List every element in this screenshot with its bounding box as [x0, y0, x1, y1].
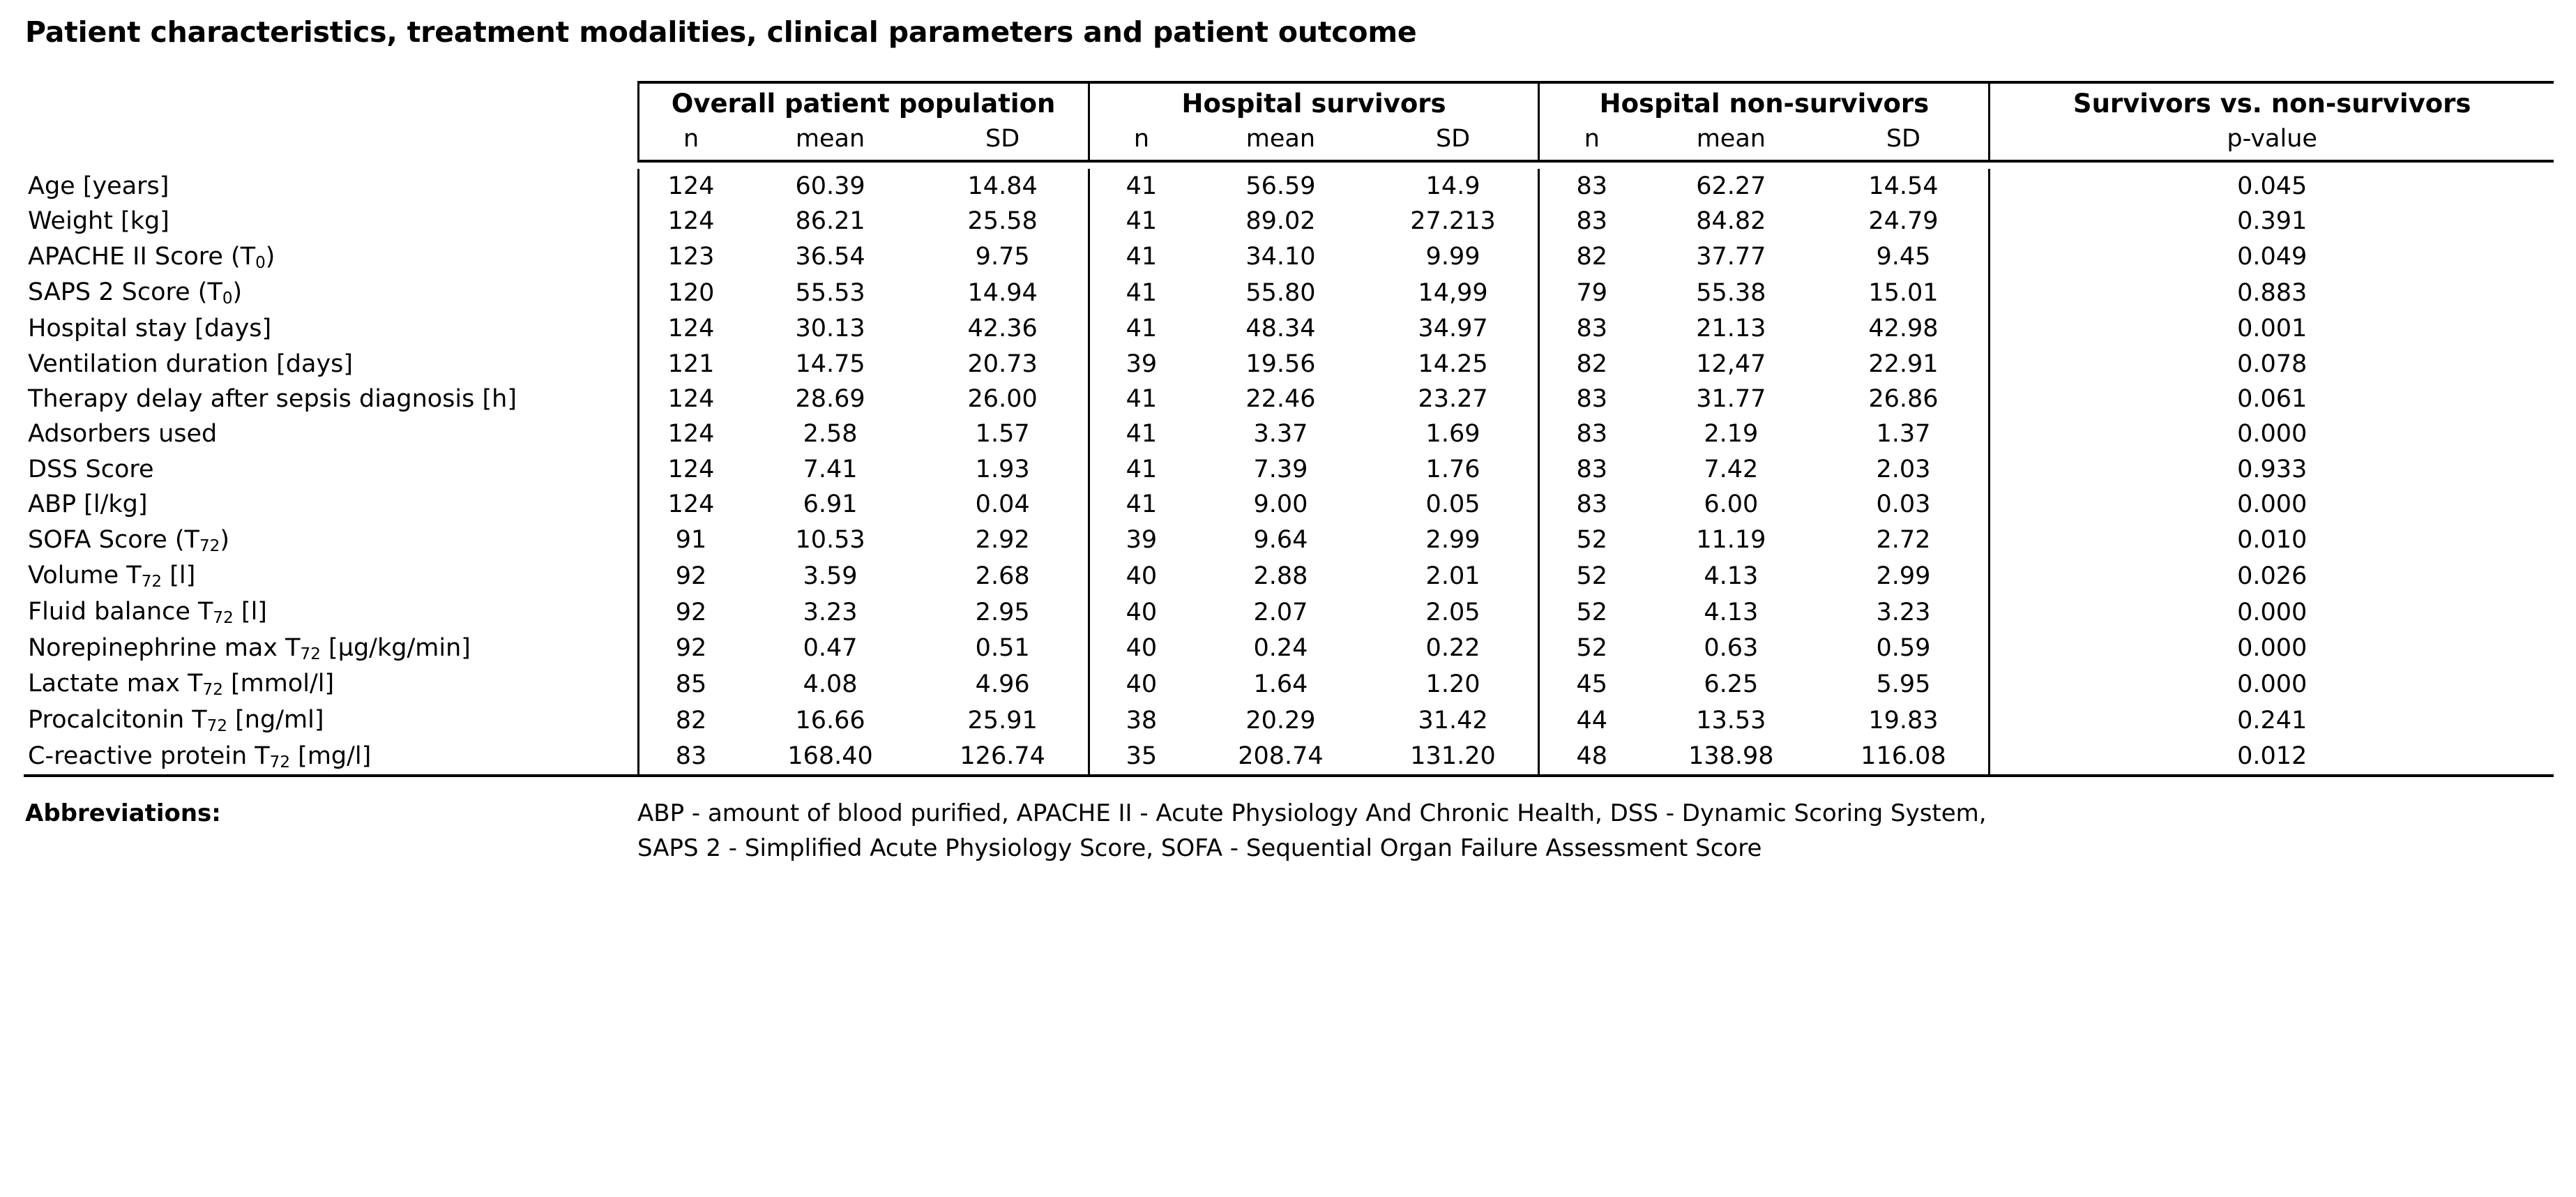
cell-overall-sd: 20.73 [967, 349, 1038, 378]
cell-overall-n: 91 [638, 522, 743, 559]
cell-nonsurvivors-sd: 9.45 [1876, 243, 1931, 271]
cell-p-value: 0.026 [1990, 558, 2554, 594]
cell-nonsurvivors-n: 44 [1539, 702, 1644, 739]
cell-overall-n: 83 [638, 739, 743, 776]
cell-nonsurvivors-mean: 7.42 [1704, 455, 1759, 483]
cell-nonsurvivors-mean: 2.19 [1704, 420, 1759, 449]
cell-nonsurvivors-sd: 15.01 [1868, 279, 1939, 308]
cell-p-value: 0.049 [1990, 239, 2554, 276]
cell-overall-mean: 55.53 [795, 279, 865, 308]
row-label-subscript: 0 [255, 253, 266, 272]
cell-survivors-n: 41 [1089, 204, 1193, 239]
cell-overall-sd: 42.36 [967, 315, 1038, 343]
cell-nonsurvivors-sd: 0.59 [1876, 634, 1931, 663]
cell-p-value: 0.391 [1990, 204, 2554, 239]
cell-overall-sd: 2.95 [975, 598, 1030, 626]
cell-overall-n: 85 [638, 666, 743, 702]
cell-nonsurvivors-sd: 2.72 [1876, 526, 1931, 555]
table-row [24, 594, 2554, 631]
cell-nonsurvivors-n: 52 [1539, 631, 1644, 667]
table-row [24, 452, 2554, 487]
cell-survivors-mean: 22.46 [1245, 384, 1316, 413]
cell-nonsurvivors-mean: 31.77 [1696, 384, 1766, 413]
row-label: Therapy delay after sepsis diagnosis [h] [28, 384, 517, 413]
cell-nonsurvivors-n: 48 [1539, 739, 1644, 776]
cell-nonsurvivors-sd: 2.99 [1876, 562, 1931, 590]
cell-survivors-mean: 7.39 [1253, 455, 1308, 483]
cell-survivors-sd: 14.25 [1418, 349, 1488, 378]
cell-nonsurvivors-n: 83 [1539, 487, 1644, 522]
cell-survivors-n: 39 [1089, 522, 1193, 559]
subheader-nonsurvivors-n: n [1539, 123, 1644, 161]
cell-nonsurvivors-n: 83 [1539, 416, 1644, 451]
cell-nonsurvivors-n: 83 [1539, 169, 1644, 204]
cell-overall-sd: 14.94 [967, 279, 1038, 308]
row-label-subscript: 72 [300, 645, 321, 663]
cell-p-value: 0.000 [1990, 666, 2554, 702]
row-label: ABP [l/kg] [28, 490, 148, 519]
cell-survivors-sd: 1.76 [1425, 455, 1480, 483]
cell-nonsurvivors-sd: 1.37 [1876, 420, 1931, 449]
abbreviations-text [637, 797, 2552, 866]
cell-overall-mean: 10.53 [795, 526, 865, 555]
header-hospital-survivors: Hospital survivors [1089, 82, 1539, 123]
cell-overall-mean: 7.41 [803, 455, 858, 483]
table-head [24, 82, 2554, 161]
cell-nonsurvivors-sd: 26.86 [1868, 384, 1939, 413]
cell-overall-n: 124 [638, 169, 743, 204]
cell-survivors-mean: 48.34 [1245, 315, 1316, 343]
cell-nonsurvivors-n: 52 [1539, 522, 1644, 559]
row-label-subscript: 72 [269, 753, 291, 771]
row-label: Norepinephrine $\max T_{72}$ [µg/kg/min] [28, 633, 471, 663]
cell-nonsurvivors-sd: 0.03 [1876, 490, 1931, 519]
table-row [24, 558, 2554, 594]
cell-survivors-sd: 0.22 [1425, 634, 1480, 663]
table-row [24, 416, 2554, 451]
cell-p-value: 0.000 [1990, 416, 2554, 451]
row-label: Adsorbers used [28, 420, 218, 449]
abbreviations-line-1: ABP - amount of blood purified, APACHE II - Acute Physiology And Chronic Health, DSS - Dynamic Scoring System, [637, 799, 1987, 828]
cell-overall-sd: 26.00 [967, 384, 1038, 413]
cell-overall-sd: 126.74 [918, 739, 1089, 776]
cell-nonsurvivors-n: 79 [1539, 275, 1644, 311]
cell-overall-n: 92 [638, 631, 743, 667]
cell-nonsurvivors-mean: 62.27 [1696, 172, 1766, 200]
subheader-survivors-n: n [1089, 123, 1193, 161]
cell-overall-sd: 1.57 [975, 420, 1030, 449]
cell-nonsurvivors-mean: 84.82 [1696, 207, 1766, 236]
cell-p-value: 0.000 [1990, 594, 2554, 631]
patient-characteristics-table [24, 81, 2554, 777]
cell-nonsurvivors-sd: 2.03 [1876, 455, 1931, 483]
row-label-subscript: 72 [213, 609, 234, 628]
cell-survivors-mean: 34.10 [1245, 243, 1316, 271]
cell-nonsurvivors-sd: 22.91 [1868, 349, 1939, 378]
cell-overall-mean: 6.91 [803, 490, 858, 519]
cell-overall-n: 123 [638, 239, 743, 276]
cell-nonsurvivors-mean: 0.63 [1704, 634, 1759, 663]
cell-p-value: 0.078 [1990, 347, 2554, 382]
table-row [24, 347, 2554, 382]
cell-survivors-mean: 0.24 [1253, 634, 1308, 663]
cell-p-value: 0.883 [1990, 275, 2554, 311]
cell-overall-sd: 2.68 [975, 562, 1030, 590]
table-row [24, 631, 2554, 667]
subheader-overall-mean: mean [743, 123, 917, 161]
cell-overall-sd: 0.04 [975, 490, 1030, 519]
cell-overall-mean: 36.54 [795, 243, 865, 271]
cell-p-value: 0.001 [1990, 311, 2554, 346]
row-label-subscript: 72 [199, 536, 220, 555]
cell-p-value: 0.012 [1990, 739, 2554, 776]
cell-survivors-mean: 208.74 [1193, 739, 1367, 776]
row-label: APACHE II Score $(T_0)$ [28, 242, 275, 272]
cell-overall-mean: 28.69 [795, 384, 865, 413]
cell-survivors-mean: 2.88 [1253, 562, 1308, 590]
cell-nonsurvivors-mean: 55.38 [1696, 279, 1766, 308]
cell-nonsurvivors-mean: 37.77 [1696, 243, 1766, 271]
table-group-header-row [24, 82, 2554, 123]
cell-overall-sd: 9.75 [975, 243, 1030, 271]
row-label: Weight [kg] [28, 207, 169, 236]
subheader-p-value: p-value [1990, 123, 2554, 161]
cell-overall-sd: 2.92 [975, 526, 1030, 555]
abbreviations-label: Abbreviations: [25, 799, 221, 828]
cell-survivors-sd: 31.42 [1418, 706, 1488, 735]
cell-survivors-n: 41 [1089, 311, 1193, 346]
cell-p-value: 0.061 [1990, 382, 2554, 416]
cell-overall-sd: 4.96 [975, 670, 1030, 698]
cell-survivors-n: 40 [1089, 666, 1193, 702]
row-label-subscript: 0 [222, 289, 233, 308]
cell-overall-sd: 25.58 [967, 207, 1038, 236]
cell-overall-mean: 2.58 [803, 420, 858, 449]
cell-overall-sd: 25.91 [967, 706, 1038, 735]
cell-overall-mean: 30.13 [795, 315, 865, 343]
table-row [24, 239, 2554, 276]
cell-nonsurvivors-sd: 116.08 [1818, 739, 1989, 776]
cell-overall-mean: 3.59 [803, 562, 858, 590]
cell-nonsurvivors-sd: 42.98 [1868, 315, 1939, 343]
table-row [24, 522, 2554, 559]
cell-survivors-mean: 1.64 [1253, 670, 1308, 698]
cell-overall-mean: 86.21 [795, 207, 865, 236]
cell-overall-sd: 14.84 [967, 172, 1038, 200]
cell-overall-n: 124 [638, 204, 743, 239]
cell-survivors-n: 41 [1089, 169, 1193, 204]
table-row [24, 311, 2554, 346]
table-sub-header-row [24, 123, 2554, 161]
cell-p-value: 0.241 [1990, 702, 2554, 739]
subheader-overall-sd: SD [918, 123, 1089, 161]
cell-overall-n: 120 [638, 275, 743, 311]
cell-nonsurvivors-sd: 24.79 [1868, 207, 1939, 236]
cell-survivors-n: 41 [1089, 275, 1193, 311]
cell-nonsurvivors-mean: 11.19 [1696, 526, 1766, 555]
cell-overall-sd: 1.93 [975, 455, 1030, 483]
cell-survivors-sd: 34.97 [1418, 315, 1488, 343]
cell-nonsurvivors-mean: 6.25 [1704, 670, 1759, 698]
cell-survivors-sd: 27.213 [1410, 207, 1496, 236]
cell-survivors-sd: 1.20 [1425, 670, 1480, 698]
subheader-survivors-sd: SD [1368, 123, 1539, 161]
table-row [24, 666, 2554, 702]
cell-overall-mean: 4.08 [803, 670, 858, 698]
abbreviations-block [24, 797, 2552, 866]
cell-survivors-n: 41 [1089, 382, 1193, 416]
cell-p-value: 0.000 [1990, 487, 2554, 522]
cell-survivors-n: 41 [1089, 452, 1193, 487]
cell-nonsurvivors-sd: 3.23 [1876, 598, 1931, 626]
cell-overall-n: 124 [638, 487, 743, 522]
table-spacer-row [24, 161, 2554, 169]
cell-nonsurvivors-mean: 4.13 [1704, 562, 1759, 590]
cell-survivors-mean: 19.56 [1245, 349, 1316, 378]
row-label: SAPS 2 Score $(T_0)$ [28, 278, 243, 308]
cell-survivors-mean: 3.37 [1253, 420, 1308, 449]
cell-survivors-sd: 2.01 [1425, 562, 1480, 590]
cell-nonsurvivors-n: 83 [1539, 204, 1644, 239]
table-spacer-cell [24, 161, 2554, 169]
cell-survivors-n: 41 [1089, 239, 1193, 276]
cell-survivors-n: 41 [1089, 416, 1193, 451]
table-body [24, 161, 2554, 776]
cell-survivors-sd: 2.05 [1425, 598, 1480, 626]
cell-p-value: 0.933 [1990, 452, 2554, 487]
cell-nonsurvivors-n: 52 [1539, 558, 1644, 594]
row-label: Hospital stay [days] [28, 315, 272, 343]
header-blank [24, 82, 638, 123]
row-label-subscript: 72 [206, 717, 228, 736]
cell-overall-mean: 16.66 [795, 706, 865, 735]
cell-nonsurvivors-n: 83 [1539, 311, 1644, 346]
row-label: DSS Score [28, 455, 154, 483]
header-overall-population: Overall patient population [638, 82, 1089, 123]
table-row [24, 382, 2554, 416]
table-row [24, 702, 2554, 739]
cell-survivors-n: 40 [1089, 631, 1193, 667]
cell-overall-n: 124 [638, 416, 743, 451]
row-label: Ventilation duration [days] [28, 349, 354, 378]
cell-nonsurvivors-mean: 13.53 [1696, 706, 1766, 735]
table-row [24, 169, 2554, 204]
page-title: Patient characteristics, treatment modalities, clinical parameters and patient outcome [25, 15, 1417, 49]
row-label: Fluid balance $T_{72}$ [l] [28, 597, 267, 628]
table-row [24, 739, 2554, 776]
cell-survivors-n: 38 [1089, 702, 1193, 739]
row-label: C-reactive protein $T_{72}$ [mg/l] [24, 739, 638, 776]
cell-overall-n: 92 [638, 558, 743, 594]
row-label-subscript: 72 [202, 681, 223, 700]
cell-survivors-sd: 131.20 [1368, 739, 1539, 776]
cell-nonsurvivors-mean: 12,47 [1696, 349, 1766, 378]
cell-overall-n: 82 [638, 702, 743, 739]
cell-survivors-n: 35 [1089, 739, 1193, 776]
cell-nonsurvivors-mean: 4.13 [1704, 598, 1759, 626]
cell-overall-sd: 0.51 [975, 634, 1030, 663]
cell-survivors-n: 40 [1089, 594, 1193, 631]
cell-survivors-sd: 14.9 [1425, 172, 1480, 200]
row-label: Procalcitonin $T_{72}$ [ng/ml] [28, 706, 324, 736]
cell-overall-mean: 60.39 [795, 172, 865, 200]
cell-nonsurvivors-sd: 14.54 [1868, 172, 1939, 200]
table-row [24, 487, 2554, 522]
subheader-survivors-mean: mean [1193, 123, 1367, 161]
header-survivors-vs-non-survivors: Survivors vs. non-survivors [1990, 82, 2554, 123]
cell-nonsurvivors-n: 83 [1539, 382, 1644, 416]
cell-nonsurvivors-mean: 138.98 [1644, 739, 1818, 776]
row-label-subscript: 72 [141, 573, 162, 592]
cell-nonsurvivors-mean: 21.13 [1696, 315, 1766, 343]
row-label: Lactate $\max T_{72}$ [mmol/l] [28, 670, 335, 700]
cell-overall-mean: 168.40 [743, 739, 917, 776]
cell-survivors-sd: 2.99 [1425, 526, 1480, 555]
cell-overall-mean: 0.47 [803, 634, 858, 663]
row-label: SOFA Score $(T_{72})$ [28, 525, 229, 555]
row-label: Volume $T_{72}$ [l] [28, 562, 196, 592]
cell-survivors-mean: 9.00 [1253, 490, 1308, 519]
cell-overall-n: 124 [638, 382, 743, 416]
cell-survivors-mean: 56.59 [1245, 172, 1316, 200]
cell-overall-n: 124 [638, 452, 743, 487]
subheader-nonsurvivors-mean: mean [1644, 123, 1818, 161]
cell-nonsurvivors-n: 52 [1539, 594, 1644, 631]
subheader-blank [24, 123, 638, 161]
cell-survivors-mean: 2.07 [1253, 598, 1308, 626]
cell-survivors-sd: 0.05 [1425, 490, 1480, 519]
cell-survivors-sd: 1.69 [1425, 420, 1480, 449]
cell-overall-n: 92 [638, 594, 743, 631]
table-row [24, 275, 2554, 311]
cell-overall-n: 124 [638, 311, 743, 346]
cell-nonsurvivors-sd: 5.95 [1876, 670, 1931, 698]
cell-survivors-sd: 9.99 [1425, 243, 1480, 271]
table-row [24, 204, 2554, 239]
abbreviations-line-2: SAPS 2 - Simplified Acute Physiology Score, SOFA - Sequential Organ Failure Assessment Score [637, 834, 1762, 862]
subheader-nonsurvivors-sd: SD [1818, 123, 1989, 161]
cell-nonsurvivors-n: 45 [1539, 666, 1644, 702]
cell-nonsurvivors-sd: 19.83 [1868, 706, 1939, 735]
cell-nonsurvivors-n: 82 [1539, 347, 1644, 382]
cell-nonsurvivors-mean: 6.00 [1704, 490, 1759, 519]
cell-p-value: 0.000 [1990, 631, 2554, 667]
cell-survivors-n: 41 [1089, 487, 1193, 522]
cell-survivors-n: 39 [1089, 347, 1193, 382]
cell-survivors-mean: 89.02 [1245, 207, 1316, 236]
cell-nonsurvivors-n: 83 [1539, 452, 1644, 487]
header-hospital-non-survivors: Hospital non-survivors [1539, 82, 1990, 123]
cell-survivors-mean: 55.80 [1245, 279, 1316, 308]
cell-nonsurvivors-n: 82 [1539, 239, 1644, 276]
row-label: Age [years] [28, 172, 169, 200]
cell-survivors-n: 40 [1089, 558, 1193, 594]
cell-overall-n: 121 [638, 347, 743, 382]
subheader-overall-n: n [638, 123, 743, 161]
cell-survivors-sd: 14,99 [1418, 279, 1488, 308]
cell-p-value: 0.045 [1990, 169, 2554, 204]
cell-survivors-mean: 9.64 [1253, 526, 1308, 555]
cell-overall-mean: 3.23 [803, 598, 858, 626]
cell-survivors-sd: 23.27 [1418, 384, 1488, 413]
cell-overall-mean: 14.75 [795, 349, 865, 378]
cell-p-value: 0.010 [1990, 522, 2554, 559]
cell-survivors-mean: 20.29 [1245, 706, 1316, 735]
